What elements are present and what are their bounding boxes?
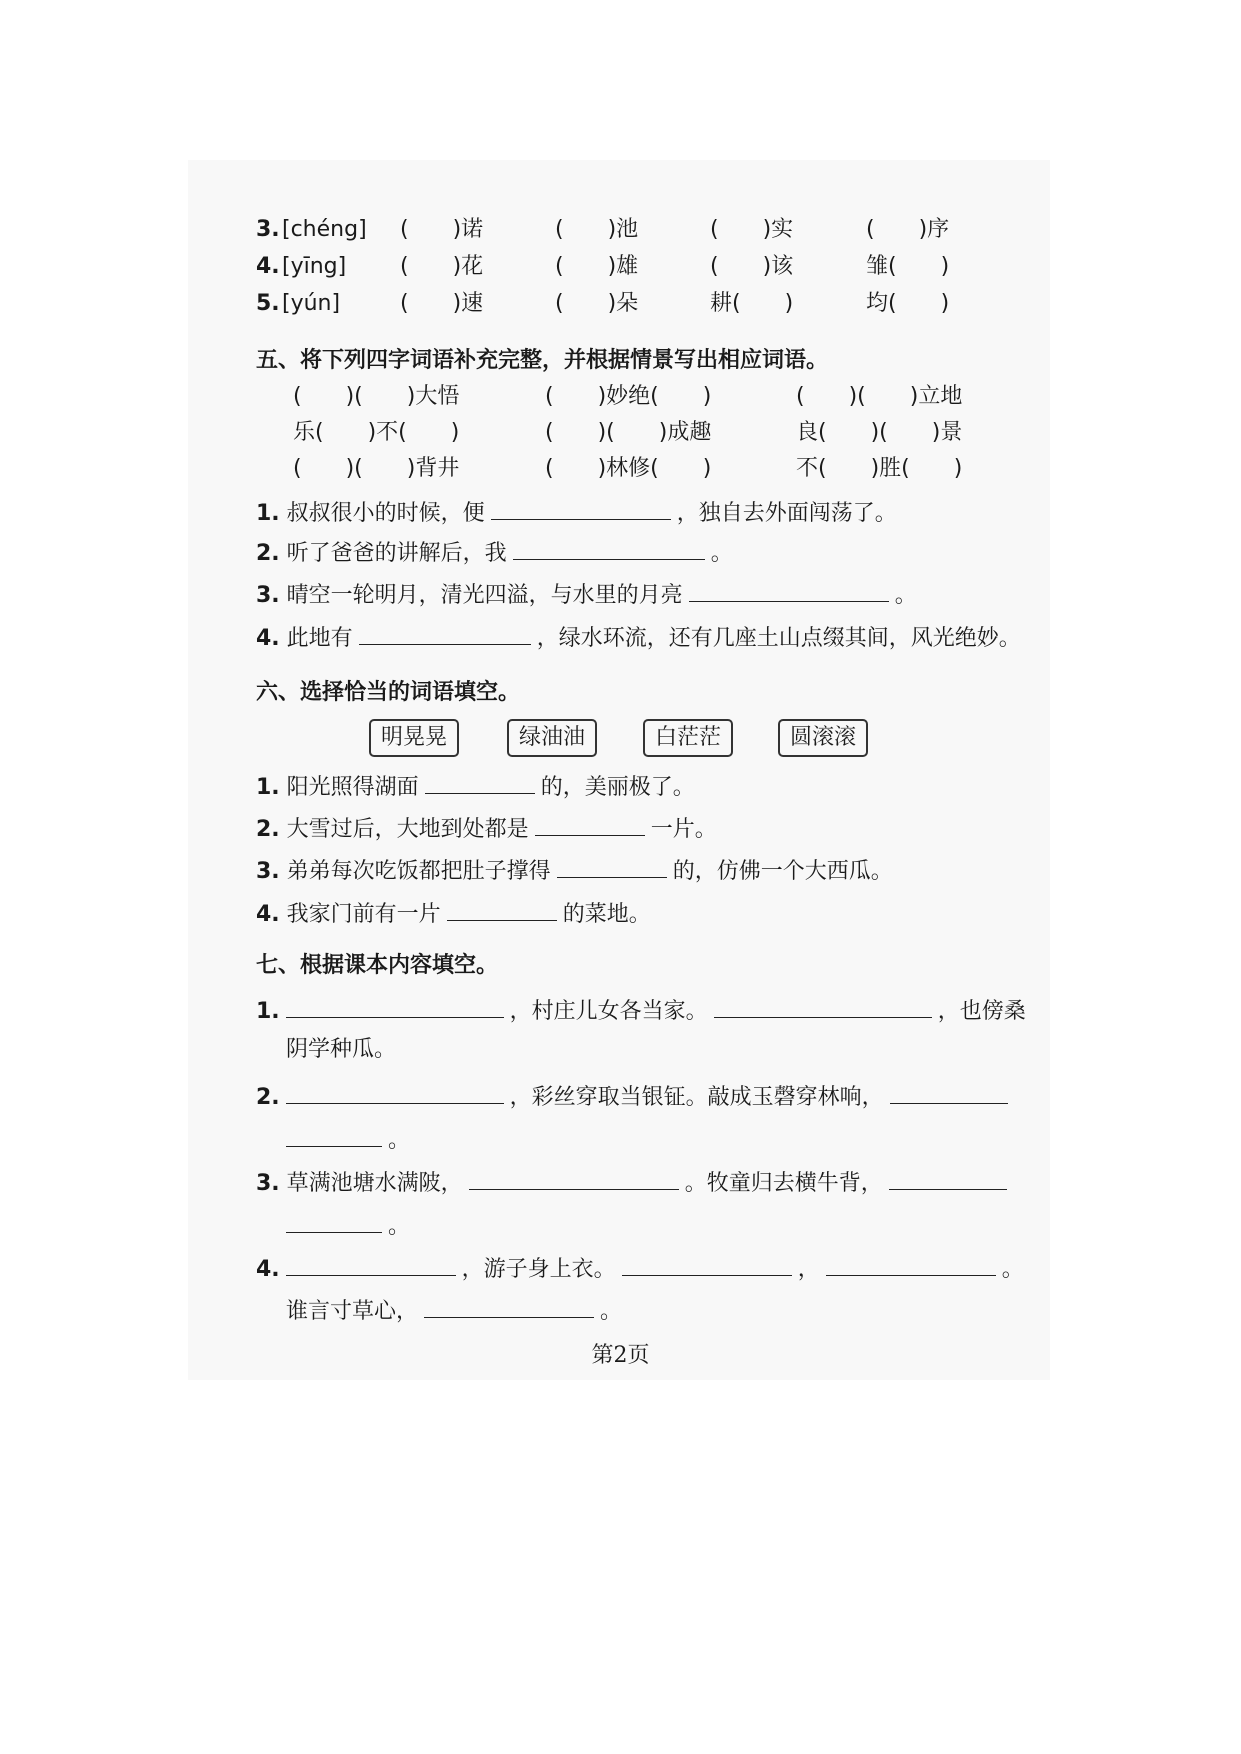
sentence-text: ，独自去外面闯荡了。 <box>676 501 897 526</box>
sentence-text: 大雪过后，大地到处都是 <box>286 817 529 842</box>
page-number: 第2页 <box>591 1343 650 1368</box>
poem-text: ，也傍桑 <box>937 999 1026 1024</box>
answer-blank[interactable] <box>424 1295 594 1318</box>
poem-text: ，彩丝穿取当银钲。敲成玉磬穿林响， <box>509 1085 884 1110</box>
sentence-text: 的菜地。 <box>562 902 651 927</box>
sentence-text: 一片。 <box>650 817 717 842</box>
recite-3-line-1 <box>256 1167 1013 1199</box>
sentence-text: 叔叔很小的时候，便 <box>286 501 485 526</box>
sentence-5-3 <box>256 579 917 611</box>
char-blank: 均( ) <box>866 291 950 316</box>
poem-text: 。牧童归去横牛背， <box>684 1171 883 1196</box>
answer-blank[interactable] <box>890 1081 1008 1104</box>
sentence-text: 的，仿佛一个大西瓜。 <box>672 859 893 884</box>
idiom-blank: ( )( )背井 <box>293 456 460 481</box>
sentence-text: 弟弟每次吃饭都把肚子撑得 <box>286 859 551 884</box>
item-number: 4. <box>256 902 280 927</box>
section-6-title: 六、选择恰当的词语填空。 <box>256 680 521 705</box>
item-number: 3. <box>256 859 280 884</box>
sentence-text: 晴空一轮明月，清光四溢，与水里的月亮 <box>286 583 683 608</box>
recite-2-line-2 <box>280 1124 410 1156</box>
answer-blank[interactable] <box>889 1167 1007 1190</box>
item-number: 3. <box>256 217 280 242</box>
section-7-title: 七、根据课本内容填空。 <box>256 953 499 978</box>
pinyin-label: [yīng] <box>282 254 347 279</box>
answer-blank[interactable] <box>425 771 535 794</box>
char-blank: ( )雄 <box>555 254 639 279</box>
idiom-blank: 乐( )不( ) <box>293 420 460 445</box>
word-option: 明晃晃 <box>369 719 459 757</box>
recite-3-line-2 <box>280 1210 410 1242</box>
answer-blank[interactable] <box>826 1253 996 1276</box>
sentence-text: 的，美丽极了。 <box>540 775 695 800</box>
pinyin-label: [yún] <box>282 291 341 316</box>
poem-text: 谁言寸草心， <box>286 1299 419 1324</box>
sentence-5-2 <box>256 537 733 569</box>
pinyin-label: [chéng] <box>282 217 367 242</box>
poem-text: 。 <box>388 1128 411 1153</box>
item-number: 3. <box>256 583 280 608</box>
word-option: 白茫茫 <box>643 719 733 757</box>
idiom-blank: ( )妙绝( ) <box>545 384 712 409</box>
sentence-6-2 <box>256 813 717 845</box>
poem-text: ， <box>797 1257 820 1282</box>
sentence-6-1 <box>256 771 695 803</box>
poem-text: 。 <box>600 1299 623 1324</box>
answer-blank[interactable] <box>622 1253 792 1276</box>
char-blank: ( )朵 <box>555 291 639 316</box>
idiom-blank: 不( )胜( ) <box>796 456 963 481</box>
sentence-6-3 <box>256 855 893 887</box>
sentence-text: 。 <box>710 541 733 566</box>
answer-blank[interactable] <box>689 579 889 602</box>
answer-blank[interactable] <box>286 1253 456 1276</box>
answer-blank[interactable] <box>557 855 667 878</box>
char-blank: ( )序 <box>866 217 950 242</box>
poem-text: ，村庄儿女各当家。 <box>509 999 708 1024</box>
sentence-5-4 <box>256 622 1021 654</box>
answer-blank[interactable] <box>535 813 645 836</box>
char-blank: ( )速 <box>400 291 484 316</box>
answer-blank[interactable] <box>286 1124 382 1147</box>
answer-blank[interactable] <box>469 1167 679 1190</box>
word-option: 绿油油 <box>507 719 597 757</box>
item-number: 2. <box>256 541 280 566</box>
item-number: 2. <box>256 1085 280 1110</box>
sentence-6-4 <box>256 898 651 930</box>
idiom-blank: 良( )( )景 <box>796 420 963 445</box>
word-option: 圆滚滚 <box>778 719 868 757</box>
poem-text: 草满池塘水满陂， <box>286 1171 463 1196</box>
idiom-blank: ( )( )大悟 <box>293 384 460 409</box>
recite-2-line-1 <box>256 1081 1014 1113</box>
answer-blank[interactable] <box>286 1081 504 1104</box>
item-number: 4. <box>256 626 280 651</box>
char-blank: ( )实 <box>710 217 794 242</box>
section-5-title: 五、将下列四字词语补充完整，并根据情景写出相应词语。 <box>256 348 829 373</box>
answer-blank[interactable] <box>714 995 932 1018</box>
sentence-5-1 <box>256 497 897 529</box>
answer-blank[interactable] <box>359 622 531 645</box>
idiom-blank: ( )林修( ) <box>545 456 712 481</box>
item-number: 1. <box>256 501 280 526</box>
recite-1-line-1 <box>256 995 1026 1027</box>
answer-blank[interactable] <box>447 898 557 921</box>
answer-blank[interactable] <box>286 1210 382 1233</box>
char-blank: ( )该 <box>710 254 794 279</box>
char-blank: ( )诺 <box>400 217 484 242</box>
poem-text: ，游子身上衣。 <box>461 1257 616 1282</box>
recite-4-line-2 <box>286 1295 622 1327</box>
answer-blank[interactable] <box>513 537 705 560</box>
poem-text: 。 <box>388 1214 411 1239</box>
sentence-text: 。 <box>894 583 917 608</box>
answer-blank[interactable] <box>286 995 504 1018</box>
char-blank: 雏( ) <box>866 254 950 279</box>
char-blank: ( )花 <box>400 254 484 279</box>
sentence-text: 阳光照得湖面 <box>286 775 419 800</box>
recite-1-line-2: 阴学种瓜。 <box>286 1037 397 1062</box>
item-number: 5. <box>256 291 280 316</box>
idiom-blank: ( )( )成趣 <box>545 420 712 445</box>
sentence-text: 此地有 <box>286 626 353 651</box>
sentence-text: ，绿水环流，还有几座土山点缀其间，风光绝妙。 <box>536 626 1021 651</box>
item-number: 4. <box>256 254 280 279</box>
poem-text: 。 <box>1001 1257 1024 1282</box>
item-number: 4. <box>256 1257 280 1282</box>
item-number: 1. <box>256 775 280 800</box>
recite-4-line-1 <box>256 1253 1024 1285</box>
item-number: 3. <box>256 1171 280 1196</box>
sentence-text: 我家门前有一片 <box>286 902 441 927</box>
idiom-blank: ( )( )立地 <box>796 384 963 409</box>
sentence-text: 听了爸爸的讲解后，我 <box>286 541 507 566</box>
item-number: 1. <box>256 999 280 1024</box>
char-blank: ( )池 <box>555 217 639 242</box>
word-bank <box>0 719 1241 759</box>
item-number: 2. <box>256 817 280 842</box>
char-blank: 耕( ) <box>710 291 794 316</box>
answer-blank[interactable] <box>491 497 671 520</box>
